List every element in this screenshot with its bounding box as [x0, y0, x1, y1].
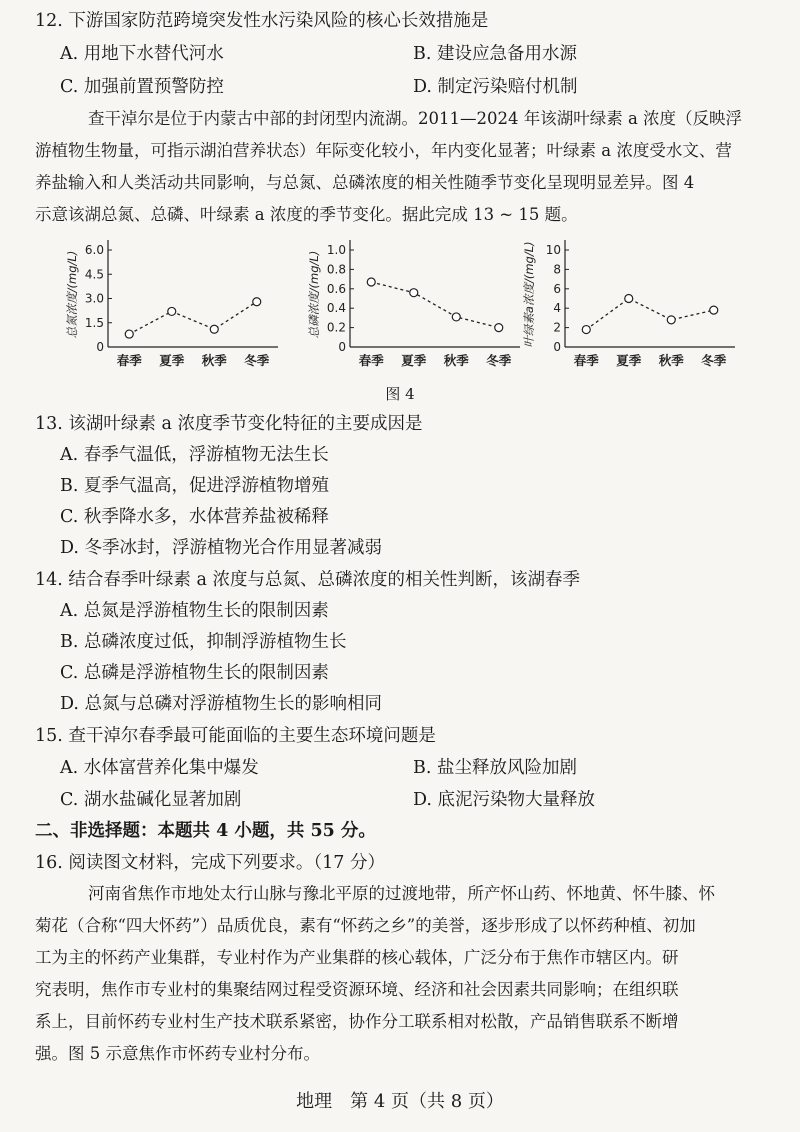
q16-para-line-2: 菊花（合称“四大怀药”）品质优良，素有“怀药之乡”的美誉，逐步形成了以怀药种植、初加 — [35, 916, 696, 935]
q13-option-a: A. 春季气温低，浮游植物无法生长 — [60, 445, 329, 465]
x-tick-label: 春季 — [573, 353, 599, 368]
q13-option-d: D. 冬季冰封，浮游植物光合作用显著减弱 — [60, 538, 383, 558]
question-13-stem: 13. 该湖叶绿素 a 浓度季节变化特征的主要成因是 — [35, 414, 423, 434]
q14-option-c: C. 总磷是浮游植物生长的限制因素 — [60, 663, 329, 683]
q14-option-b: B. 总磷浓度过低，抑制浮游植物生长 — [60, 632, 347, 652]
x-tick-label: 秋季 — [658, 353, 684, 368]
page-footer: 地理 第 4 页（共 8 页） — [296, 1091, 504, 1112]
q12-option-a: A. 用地下水替代河水 — [60, 44, 224, 64]
data-point — [253, 298, 261, 306]
x-tick-label: 秋季 — [201, 353, 227, 368]
x-tick-label: 秋季 — [443, 353, 469, 368]
data-point — [667, 316, 675, 324]
data-point — [210, 325, 218, 333]
question-12-stem: 12. 下游国家防范跨境突发性水污染风险的核心长效措施是 — [35, 11, 489, 31]
x-tick-label: 冬季 — [244, 353, 270, 368]
y-axis-label: 叶绿素a浓度/(mg/L) — [522, 241, 536, 348]
intro-line-4: 示意该湖总氮、总磷、叶绿素 a 浓度的季节变化。据此完成 13 ~ 15 题。 — [35, 205, 578, 224]
q16-para-line-3: 工为主的怀药产业集群，专业村作为产业集群的核心载体，广泛分布于焦作市辖区内。研 — [35, 948, 679, 967]
q14-option-a: A. 总氮是浮游植物生长的限制因素 — [60, 601, 329, 621]
y-tick-label: 8 — [553, 262, 561, 277]
q16-para-line-4: 究表明，焦作市专业村的集聚结网过程受资源环境、经济和社会因素共同影响；在组织联 — [35, 980, 679, 999]
data-point — [625, 295, 633, 303]
q16-para-line-6: 强。图 5 示意焦作市怀药专业村分布。 — [35, 1044, 320, 1063]
series-line-3 — [586, 299, 714, 330]
y-tick-label: 0.6 — [326, 281, 346, 296]
intro-line-3: 养盐输入和人类活动共同影响，与总氮、总磷浓度的相关性随季节变化呈现明显差异。图 4 — [35, 173, 695, 192]
q15-option-a: A. 水体富营养化集中爆发 — [60, 758, 259, 778]
y-tick-label: 1.5 — [84, 315, 104, 330]
data-point — [452, 313, 460, 321]
data-point — [367, 278, 375, 286]
intro-line-2: 游植物生物量，可指示湖泊营养状态）年际变化较小，年内变化显著；叶绿素 a 浓度受水文、营 — [35, 141, 732, 160]
q14-option-d: D. 总氮与总磷对浮游植物生长的影响相同 — [60, 694, 383, 714]
question-16-stem: 16. 阅读图文材料，完成下列要求。（17 分） — [35, 853, 385, 873]
question-14-stem: 14. 结合春季叶绿素 a 浓度与总氮、总磷浓度的相关性判断，该湖春季 — [35, 570, 580, 590]
y-tick-label: 0.2 — [326, 320, 346, 335]
y-tick-label: 6 — [553, 281, 561, 296]
y-tick-label: 4 — [553, 301, 561, 316]
x-tick-label: 夏季 — [401, 353, 427, 368]
y-tick-label: 0.8 — [326, 262, 346, 277]
data-point — [710, 306, 718, 314]
q12-option-c: C. 加强前置预警防控 — [60, 77, 224, 97]
y-axis-label: 总磷浓度/(mg/L) — [307, 250, 321, 339]
y-tick-label: 4.5 — [84, 267, 104, 282]
x-tick-label: 冬季 — [486, 353, 512, 368]
x-tick-label: 春季 — [116, 353, 142, 368]
x-tick-label: 夏季 — [616, 353, 642, 368]
y-tick-label: 0.4 — [326, 301, 346, 316]
series-line-1 — [129, 302, 257, 334]
question-15-stem: 15. 查干淖尔春季最可能面临的主要生态环境问题是 — [35, 726, 436, 746]
data-point — [168, 307, 176, 315]
y-tick-label: 1.0 — [326, 243, 346, 257]
q15-option-d: D. 底泥污染物大量释放 — [413, 790, 596, 810]
x-tick-label: 春季 — [358, 353, 384, 368]
q12-option-b: B. 建设应急备用水源 — [413, 44, 577, 64]
q13-option-b: B. 夏季气温高，促进浮游植物增殖 — [60, 476, 329, 496]
q12-option-d: D. 制定污染赔付机制 — [413, 77, 578, 97]
x-tick-label: 夏季 — [159, 353, 185, 368]
y-tick-label: 0 — [338, 340, 346, 354]
q16-para-line-5: 系上，目前怀药专业村生产技术联系紧密，协作分工联系相对松散，产品销售联系不断增 — [35, 1012, 679, 1031]
intro-line-1: 查干淖尔是位于内蒙古中部的封闭型内流湖。2011—2024 年该湖叶绿素 a 浓度（反映浮 — [88, 109, 743, 128]
q15-option-c: C. 湖水盐碱化显著加剧 — [60, 790, 242, 810]
x-tick-label: 冬季 — [701, 353, 727, 368]
data-point — [495, 324, 503, 332]
data-point — [125, 330, 133, 338]
y-tick-label: 3.0 — [84, 291, 104, 306]
q15-option-b: B. 盐尘释放风险加剧 — [413, 758, 577, 778]
y-tick-label: 2 — [553, 320, 561, 335]
section-2-heading: 二、非选择题：本题共 4 小题，共 55 分。 — [35, 821, 376, 841]
series-line-2 — [371, 282, 499, 328]
y-tick-label: 0 — [96, 340, 104, 354]
y-tick-label: 6.0 — [84, 243, 104, 257]
data-point — [582, 326, 590, 334]
figure-4-charts — [60, 232, 760, 402]
data-point — [410, 289, 418, 297]
y-axis-label: 总氮浓度/(mg/L) — [65, 250, 79, 339]
y-tick-label: 0 — [553, 340, 561, 354]
y-tick-label: 10 — [545, 243, 561, 257]
figure-4-label: 图 4 — [385, 385, 415, 403]
q16-para-line-1: 河南省焦作市地处太行山脉与豫北平原的过渡地带，所产怀山药、怀地黄、怀牛膝、怀 — [88, 884, 715, 903]
q13-option-c: C. 秋季降水多，水体营养盐被稀释 — [60, 507, 329, 527]
